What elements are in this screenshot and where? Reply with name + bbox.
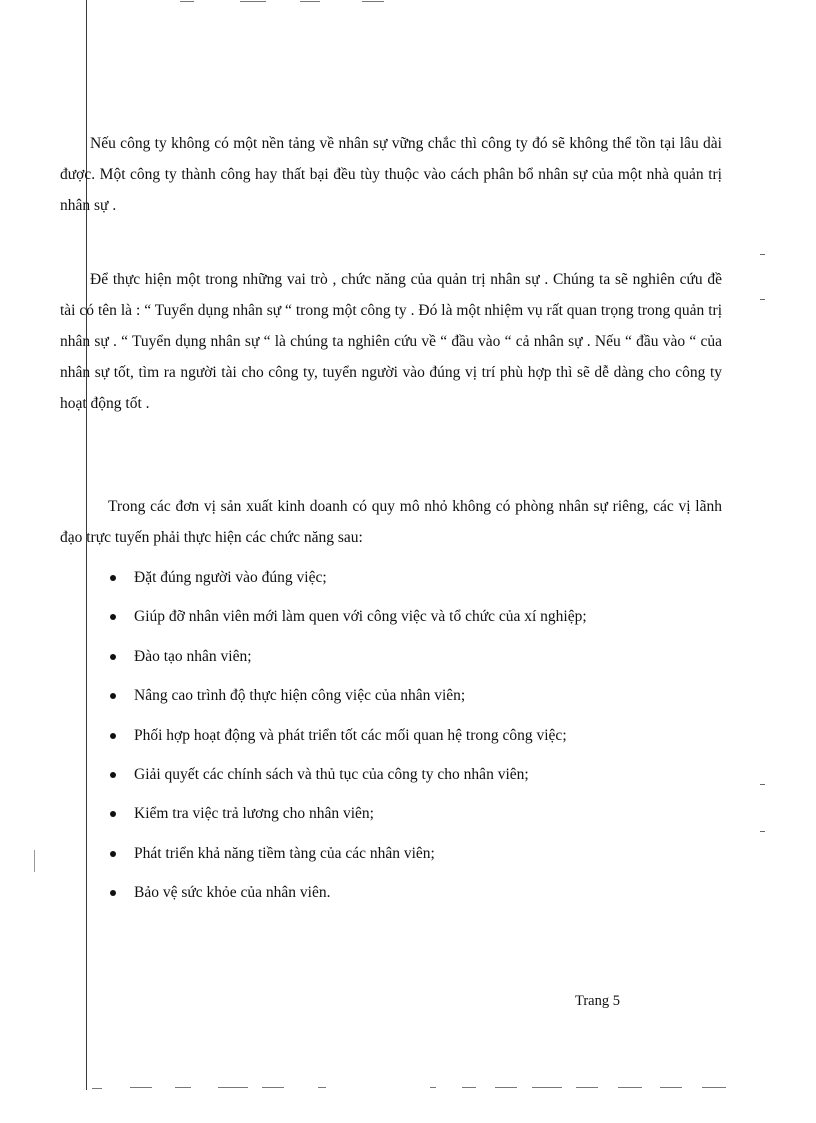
list-item xyxy=(108,843,587,882)
paragraph-2 xyxy=(60,264,722,419)
bottom-dash xyxy=(495,1087,517,1088)
page-number: Trang 5 xyxy=(575,993,620,1009)
list-item-text: Đặt đúng người vào đúng việc; xyxy=(134,569,327,586)
list-item xyxy=(108,646,587,685)
right-edge-tick xyxy=(760,254,765,255)
left-edge-mark xyxy=(34,850,35,872)
bottom-dash xyxy=(175,1087,191,1088)
list-item-text: Bảo vệ sức khỏe của nhân viên. xyxy=(134,884,331,902)
list-item xyxy=(108,764,587,803)
function-list xyxy=(108,567,587,922)
bottom-dash xyxy=(318,1087,326,1088)
bullet-icon xyxy=(110,811,116,817)
list-item xyxy=(108,606,587,645)
list-item-text: Đào tạo nhân viên; xyxy=(134,647,252,665)
paragraph-3-text: Trong các đơn vị sản xuất kinh doanh có quy mô nhỏ không có phòng nhân sự riêng, các vị lãnh đạo trực tuyến phải thực hiện các chức năng sau: xyxy=(60,498,722,546)
right-edge-tick xyxy=(760,831,765,832)
bottom-dash xyxy=(462,1087,476,1088)
bullet-icon xyxy=(110,654,116,660)
list-item-text: Kiểm tra việc trả lương cho nhân viên; xyxy=(134,805,374,823)
bullet-icon xyxy=(110,772,116,778)
bottom-dash xyxy=(262,1087,284,1088)
right-edge-tick xyxy=(760,299,765,300)
list-item xyxy=(108,803,587,842)
list-item xyxy=(108,567,587,606)
list-item-text: Phát triển khả năng tiềm tàng của các nhân viên; xyxy=(134,844,435,862)
top-dash xyxy=(362,1,384,2)
top-dash xyxy=(180,1,194,2)
list-item-text: Phối hợp hoạt động và phát triển tốt các mối quan hệ trong công việc; xyxy=(134,726,567,744)
bottom-dash xyxy=(576,1087,598,1088)
paragraph-3 xyxy=(60,491,722,553)
bottom-dash xyxy=(532,1087,562,1088)
bullet-icon xyxy=(110,733,116,739)
bullet-icon xyxy=(110,693,116,699)
list-item-text: Giúp đỡ nhân viên mới làm quen với công việc và tổ chức của xí nghiệp; xyxy=(134,608,587,626)
list-item xyxy=(108,725,587,764)
list-item-text: Giải quyết các chính sách và thủ tục của công ty cho nhân viên; xyxy=(134,765,529,783)
list-item xyxy=(108,685,587,724)
list-item xyxy=(108,882,587,921)
bottom-dash xyxy=(618,1087,642,1088)
bullet-icon xyxy=(110,614,116,620)
bottom-dash xyxy=(660,1087,682,1088)
bottom-dash xyxy=(430,1087,436,1088)
list-item-text: Nâng cao trình độ thực hiện công việc của nhân viên; xyxy=(134,687,466,705)
bullet-icon xyxy=(110,575,116,581)
bullet-icon xyxy=(110,851,116,857)
bottom-dash xyxy=(218,1087,248,1088)
paragraph-1 xyxy=(60,128,722,221)
bottom-dash xyxy=(92,1088,102,1089)
bottom-dash xyxy=(702,1087,726,1088)
top-dash xyxy=(300,1,320,2)
bullet-icon xyxy=(110,890,116,896)
top-dash xyxy=(240,1,266,2)
paragraph-1-text: Nếu công ty không có một nền tảng về nhân sự vững chắc thì công ty đó sẽ không thể tồn tại lâu dài được. Một công ty thành công hay thất bại đều tùy thuộc vào cách phân bổ nhân sự của một nhà quản trị nhân sự . xyxy=(60,135,722,214)
paragraph-2-text: Để thực hiện một trong những vai trò , chức năng của quản trị nhân sự . Chúng ta sẽ nghiên cứu đề tài có tên là : “ Tuyển dụng nhân sự “ trong một công ty . Đó là một nhiệm vụ rất quan trọng trong quản trị nhân sự . “ Tuyển dụng nhân sự “ là chúng ta nghiên cứu về “ đầu vào “ cả nhân sự . Nếu “ đầu vào “ của nhân sự tốt, tìm ra người tài cho công ty, tuyển người vào đúng vị trí phù hợp thì sẽ dễ dàng cho công ty hoạt động tốt . xyxy=(60,271,722,412)
bottom-dash xyxy=(130,1087,152,1088)
right-edge-tick xyxy=(760,784,765,785)
